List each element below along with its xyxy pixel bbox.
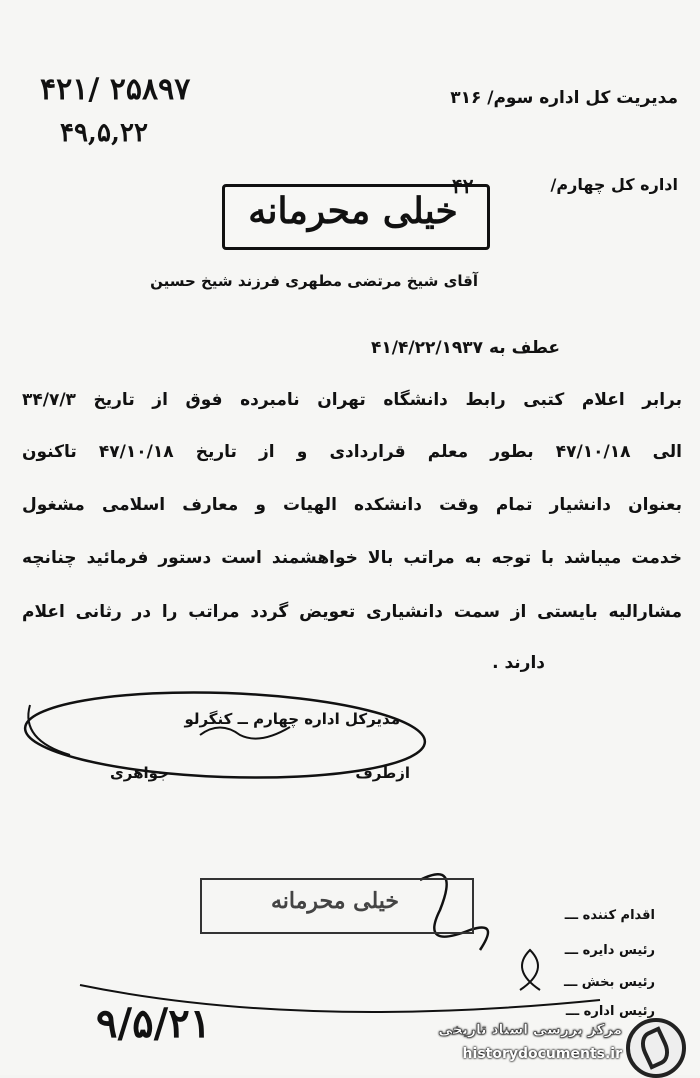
body-line: دارند . — [492, 653, 545, 673]
office-header: مدیریت کل اداره سوم/ ۳۱۶ — [450, 88, 678, 108]
body-line: برابر اعلام کتبی رابط دانشگاه تهران نامبرده فوق از تاریخ ۳۴/۷/۳ — [22, 390, 682, 410]
signature-name: جواهری — [110, 764, 169, 782]
stamp-number: ۴۲ — [452, 174, 474, 198]
addressee: آقای شیخ مرتضی مطهری فرزند شیخ حسین — [150, 272, 478, 290]
bottom-date: ۹/۵/۲۱ — [96, 1000, 212, 1047]
routing-line: رئیس بخش ـــ — [563, 975, 655, 990]
watermark-text: مرکز بررسی اسناد تاریخی — [438, 1022, 622, 1038]
body-line: بعنوان دانشیار تمام وقت دانشکده الهیات و معارف اسلامی مشغول — [22, 495, 682, 515]
routing-line: رئیس اداره ـــ — [565, 1004, 655, 1019]
signature-from: ازطرف — [355, 764, 410, 782]
body-line: خدمت میباشد با توجه به مراتب بالا خواهشمند است دستور فرمائید چنانچه — [22, 548, 682, 568]
department-label: اداره کل چهارم/ — [550, 175, 678, 194]
letter-number: ۴۲۱/ ۲۵۸۹۷ — [40, 72, 191, 107]
reference-line: عطف به ۴۱/۴/۲۲/۱۹۳۷ — [371, 338, 560, 358]
signature-title: مدیرکل اداره چهارم ــ کنگرلو — [184, 710, 400, 728]
bottom-stamp-text: خیلی محرمانه — [270, 888, 400, 914]
routing-line: اقدام کننده ـــ — [564, 908, 655, 923]
body-line: مشارالیه بایستی از سمت دانشیاری تعویض گردد مراتب را در رثانی اعلام — [22, 602, 682, 622]
confidential-stamp-text: خیلی محرمانه — [248, 190, 458, 232]
body-line: الی ۴۷/۱۰/۱۸ بطور معلم قراردادی و از تاریخ ۴۷/۱۰/۱۸ تاکنون — [22, 442, 683, 462]
letter-date: ۴۹,۵,۲۲ — [60, 118, 148, 148]
watermark-logo-icon — [626, 1018, 686, 1078]
watermark-url: historydocuments.ir — [462, 1046, 622, 1062]
routing-line: رئیس دایره ـــ — [564, 943, 655, 958]
